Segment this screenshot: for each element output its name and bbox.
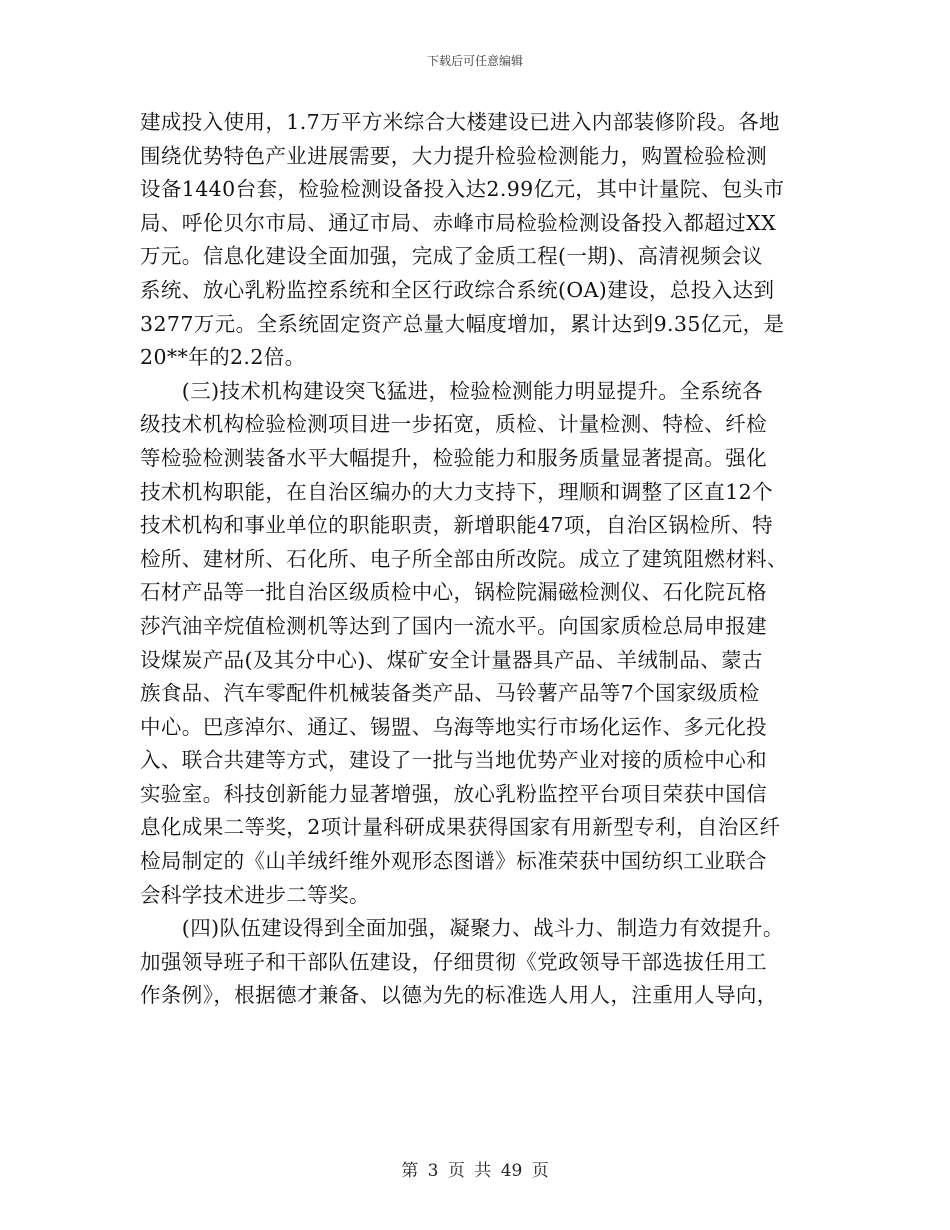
text-line: 3277万元。全系统固定资产总量大幅度增加，累计达到9.35亿元，是 <box>140 311 785 336</box>
text-line: 等检验检测装备水平大幅提升，检验能力和服务质量显著提高。强化 <box>140 445 767 470</box>
text-line: 石材产品等一批自治区级质检中心，锅检院漏磁检测仪、石化院瓦格 <box>140 580 767 605</box>
text-line: 中心。巴彦淖尔、通辽、锡盟、乌海等地实行市场化运作、多元化投 <box>140 714 767 739</box>
paragraph-heading-3: (三)技术机构建设突飞猛进，检验检测能力明显提升。全系统各 <box>140 378 763 403</box>
document-body <box>140 106 808 1013</box>
text-line: 息化成果二等奖，2项计量科研成果获得国家有用新型专利，自治区纤 <box>140 815 781 840</box>
text-line: 族食品、汽车零配件机械装备类产品、马铃薯产品等7个国家级质检 <box>140 681 760 706</box>
text-line: 万元。信息化建设全面加强，完成了金质工程(一期)、高清视频会议 <box>140 244 763 269</box>
text-line: 加强领导班子和干部队伍建设，仔细贯彻《党政领导干部选拔任用工 <box>140 949 767 974</box>
text-line: 级技术机构检验检测项目进一步拓宽，质检、计量检测、特检、纤检 <box>140 412 767 437</box>
text-line: 20**年的2.2倍。 <box>140 345 306 370</box>
text-line: 作条例》，根据德才兼备、以德为先的标准选人用人，注重用人导向， <box>140 983 778 1008</box>
text-line: 局、呼伦贝尔市局、通辽市局、赤峰市局检验检测设备投入都超过XX <box>140 210 777 235</box>
text-line: 会科学技术进步二等奖。 <box>140 882 370 907</box>
text-line: 入、联合共建等方式，建设了一批与当地优势产业对接的质检中心和 <box>140 748 767 773</box>
page-header: 下载后可任意编辑 <box>426 54 523 68</box>
paragraph-heading-4: (四)队伍建设得到全面加强，凝聚力、战斗力、制造力有效提升。 <box>140 916 784 941</box>
text-line: 系统、放心乳粉监控系统和全区行政综合系统(OA)建设，总投入达到 <box>140 277 775 302</box>
text-line: 围绕优势特色产业进展需要，大力提升检验检测能力，购置检验检测 <box>140 143 767 168</box>
text-line: 实验室。科技创新能力显著增强，放心乳粉监控平台项目荣获中国信 <box>140 781 767 806</box>
text-line: 检所、建材所、石化所、电子所全部由所改院。成立了建筑阻燃材料、 <box>140 546 788 571</box>
text-line: 设煤炭产品(及其分中心)、煤矿安全计量器具产品、羊绒制品、蒙古 <box>140 647 763 672</box>
text-line: 设备1440台套，检验检测设备投入达2.99亿元，其中计量院、包头市 <box>140 177 785 202</box>
text-line: 莎汽油辛烷值检测机等达到了国内一流水平。向国家质检总局申报建 <box>140 613 767 638</box>
text-line: 技术机构和事业单位的职能职责，新增职能47项，自治区锅检所、特 <box>140 513 773 538</box>
page-footer: 第 3 页 共 49 页 <box>401 1161 549 1181</box>
text-line: 技术机构职能，在自治区编办的大力支持下，理顺和调整了区直12个 <box>140 479 773 504</box>
text-line: 检局制定的《山羊绒纤维外观形态图谱》标准荣获中国纺织工业联合 <box>140 849 767 874</box>
text-line: 建成投入使用，1.7万平方米综合大楼建设已进入内部装修阶段。各地 <box>140 110 780 134</box>
